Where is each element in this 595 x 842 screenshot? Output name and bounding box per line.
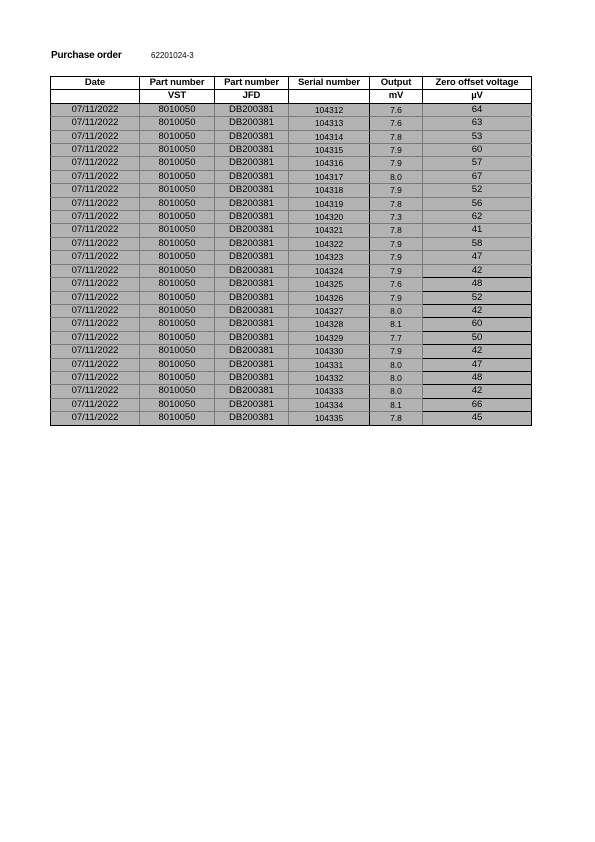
cell-date: 07/11/2022 bbox=[51, 211, 140, 224]
cell-part-number-jfd: DB200381 bbox=[215, 117, 289, 130]
cell-part-number-vst: 8010050 bbox=[140, 412, 215, 425]
header-output: Output bbox=[370, 77, 423, 90]
cell-serial-number: 104332 bbox=[289, 371, 370, 384]
subheader-output-unit: mV bbox=[370, 90, 423, 103]
cell-serial-number: 104322 bbox=[289, 237, 370, 250]
table-row bbox=[51, 278, 532, 291]
cell-serial-number: 104320 bbox=[289, 211, 370, 224]
cell-output: 7.6 bbox=[370, 117, 423, 130]
table-row bbox=[51, 237, 532, 250]
table-row bbox=[51, 184, 532, 197]
cell-date: 07/11/2022 bbox=[51, 278, 140, 291]
purchase-order-label: Purchase order bbox=[51, 50, 122, 61]
cell-date: 07/11/2022 bbox=[51, 144, 140, 157]
cell-date: 07/11/2022 bbox=[51, 197, 140, 210]
cell-zero-offset-voltage: 60 bbox=[423, 144, 532, 157]
cell-zero-offset-voltage: 63 bbox=[423, 117, 532, 130]
table-row bbox=[51, 331, 532, 344]
cell-part-number-vst: 8010050 bbox=[140, 157, 215, 170]
cell-part-number-vst: 8010050 bbox=[140, 345, 215, 358]
cell-serial-number: 104328 bbox=[289, 318, 370, 331]
table-row bbox=[51, 224, 532, 237]
table-row bbox=[51, 144, 532, 157]
cell-date: 07/11/2022 bbox=[51, 264, 140, 277]
cell-date: 07/11/2022 bbox=[51, 358, 140, 371]
cell-part-number-jfd: DB200381 bbox=[215, 371, 289, 384]
cell-serial-number: 104329 bbox=[289, 331, 370, 344]
cell-part-number-vst: 8010050 bbox=[140, 144, 215, 157]
cell-zero-offset-voltage: 57 bbox=[423, 157, 532, 170]
table-row bbox=[51, 371, 532, 384]
cell-output: 8.0 bbox=[370, 358, 423, 371]
cell-part-number-vst: 8010050 bbox=[140, 304, 215, 317]
cell-output: 8.0 bbox=[370, 371, 423, 384]
cell-output: 7.9 bbox=[370, 184, 423, 197]
cell-part-number-jfd: DB200381 bbox=[215, 197, 289, 210]
cell-date: 07/11/2022 bbox=[51, 318, 140, 331]
cell-date: 07/11/2022 bbox=[51, 130, 140, 143]
cell-output: 7.9 bbox=[370, 157, 423, 170]
cell-serial-number: 104312 bbox=[289, 103, 370, 116]
cell-zero-offset-voltage: 48 bbox=[423, 371, 532, 384]
cell-part-number-vst: 8010050 bbox=[140, 371, 215, 384]
cell-date: 07/11/2022 bbox=[51, 170, 140, 183]
cell-part-number-vst: 8010050 bbox=[140, 237, 215, 250]
cell-date: 07/11/2022 bbox=[51, 184, 140, 197]
cell-output: 8.1 bbox=[370, 318, 423, 331]
cell-part-number-vst: 8010050 bbox=[140, 398, 215, 411]
cell-serial-number: 104316 bbox=[289, 157, 370, 170]
cell-part-number-jfd: DB200381 bbox=[215, 184, 289, 197]
cell-date: 07/11/2022 bbox=[51, 224, 140, 237]
cell-part-number-jfd: DB200381 bbox=[215, 170, 289, 183]
cell-zero-offset-voltage: 42 bbox=[423, 385, 532, 398]
cell-output: 7.6 bbox=[370, 278, 423, 291]
table-row bbox=[51, 304, 532, 317]
cell-serial-number: 104315 bbox=[289, 144, 370, 157]
cell-part-number-vst: 8010050 bbox=[140, 318, 215, 331]
table-row bbox=[51, 358, 532, 371]
cell-part-number-jfd: DB200381 bbox=[215, 358, 289, 371]
cell-part-number-vst: 8010050 bbox=[140, 385, 215, 398]
table-row bbox=[51, 398, 532, 411]
cell-part-number-vst: 8010050 bbox=[140, 197, 215, 210]
cell-date: 07/11/2022 bbox=[51, 398, 140, 411]
cell-output: 7.8 bbox=[370, 197, 423, 210]
cell-part-number-jfd: DB200381 bbox=[215, 103, 289, 116]
purchase-order-number: 62201024-3 bbox=[151, 51, 194, 60]
cell-serial-number: 104327 bbox=[289, 304, 370, 317]
cell-part-number-jfd: DB200381 bbox=[215, 345, 289, 358]
cell-part-number-jfd: DB200381 bbox=[215, 264, 289, 277]
cell-part-number-jfd: DB200381 bbox=[215, 412, 289, 425]
cell-date: 07/11/2022 bbox=[51, 331, 140, 344]
table-row bbox=[51, 291, 532, 304]
table-row bbox=[51, 157, 532, 170]
cell-part-number-vst: 8010050 bbox=[140, 130, 215, 143]
table-row bbox=[51, 412, 532, 425]
cell-output: 7.9 bbox=[370, 237, 423, 250]
cell-zero-offset-voltage: 58 bbox=[423, 237, 532, 250]
cell-part-number-vst: 8010050 bbox=[140, 331, 215, 344]
cell-output: 7.8 bbox=[370, 224, 423, 237]
cell-zero-offset-voltage: 64 bbox=[423, 103, 532, 116]
purchase-order-line bbox=[51, 50, 194, 61]
cell-date: 07/11/2022 bbox=[51, 304, 140, 317]
header-date: Date bbox=[51, 77, 140, 90]
cell-output: 7.9 bbox=[370, 251, 423, 264]
cell-output: 8.0 bbox=[370, 170, 423, 183]
cell-serial-number: 104323 bbox=[289, 251, 370, 264]
cell-zero-offset-voltage: 47 bbox=[423, 358, 532, 371]
cell-serial-number: 104313 bbox=[289, 117, 370, 130]
measurement-table bbox=[50, 76, 532, 426]
header-serial-number: Serial number bbox=[289, 77, 370, 90]
cell-part-number-vst: 8010050 bbox=[140, 184, 215, 197]
cell-part-number-vst: 8010050 bbox=[140, 211, 215, 224]
cell-output: 7.7 bbox=[370, 331, 423, 344]
cell-serial-number: 104335 bbox=[289, 412, 370, 425]
cell-output: 7.3 bbox=[370, 211, 423, 224]
cell-zero-offset-voltage: 48 bbox=[423, 278, 532, 291]
cell-date: 07/11/2022 bbox=[51, 237, 140, 250]
cell-zero-offset-voltage: 45 bbox=[423, 412, 532, 425]
cell-zero-offset-voltage: 42 bbox=[423, 264, 532, 277]
cell-serial-number: 104326 bbox=[289, 291, 370, 304]
cell-part-number-jfd: DB200381 bbox=[215, 331, 289, 344]
subheader-vst: VST bbox=[140, 90, 215, 103]
cell-part-number-jfd: DB200381 bbox=[215, 237, 289, 250]
cell-date: 07/11/2022 bbox=[51, 345, 140, 358]
cell-zero-offset-voltage: 42 bbox=[423, 304, 532, 317]
cell-serial-number: 104330 bbox=[289, 345, 370, 358]
cell-part-number-jfd: DB200381 bbox=[215, 385, 289, 398]
cell-part-number-vst: 8010050 bbox=[140, 170, 215, 183]
cell-zero-offset-voltage: 47 bbox=[423, 251, 532, 264]
cell-serial-number: 104325 bbox=[289, 278, 370, 291]
table-header bbox=[51, 77, 532, 104]
cell-zero-offset-voltage: 41 bbox=[423, 224, 532, 237]
cell-zero-offset-voltage: 60 bbox=[423, 318, 532, 331]
cell-part-number-jfd: DB200381 bbox=[215, 224, 289, 237]
cell-part-number-vst: 8010050 bbox=[140, 278, 215, 291]
header-row bbox=[51, 77, 532, 90]
subheader-row bbox=[51, 90, 532, 103]
cell-serial-number: 104321 bbox=[289, 224, 370, 237]
table-row bbox=[51, 251, 532, 264]
table-row bbox=[51, 117, 532, 130]
cell-date: 07/11/2022 bbox=[51, 291, 140, 304]
cell-zero-offset-voltage: 52 bbox=[423, 184, 532, 197]
table-row bbox=[51, 103, 532, 116]
cell-part-number-jfd: DB200381 bbox=[215, 304, 289, 317]
cell-part-number-jfd: DB200381 bbox=[215, 398, 289, 411]
cell-date: 07/11/2022 bbox=[51, 103, 140, 116]
cell-output: 7.8 bbox=[370, 412, 423, 425]
cell-zero-offset-voltage: 52 bbox=[423, 291, 532, 304]
cell-serial-number: 104331 bbox=[289, 358, 370, 371]
cell-part-number-jfd: DB200381 bbox=[215, 278, 289, 291]
cell-serial-number: 104324 bbox=[289, 264, 370, 277]
cell-zero-offset-voltage: 67 bbox=[423, 170, 532, 183]
table-body bbox=[51, 103, 532, 425]
subheader-jfd: JFD bbox=[215, 90, 289, 103]
cell-date: 07/11/2022 bbox=[51, 251, 140, 264]
cell-date: 07/11/2022 bbox=[51, 412, 140, 425]
cell-serial-number: 104319 bbox=[289, 197, 370, 210]
cell-part-number-vst: 8010050 bbox=[140, 224, 215, 237]
cell-zero-offset-voltage: 50 bbox=[423, 331, 532, 344]
cell-output: 8.1 bbox=[370, 398, 423, 411]
subheader-zero-offset-unit: µV bbox=[423, 90, 532, 103]
cell-part-number-vst: 8010050 bbox=[140, 291, 215, 304]
cell-date: 07/11/2022 bbox=[51, 157, 140, 170]
cell-zero-offset-voltage: 56 bbox=[423, 197, 532, 210]
table-row bbox=[51, 264, 532, 277]
cell-output: 7.9 bbox=[370, 291, 423, 304]
table-row bbox=[51, 197, 532, 210]
table-row bbox=[51, 318, 532, 331]
cell-part-number-vst: 8010050 bbox=[140, 358, 215, 371]
cell-part-number-vst: 8010050 bbox=[140, 251, 215, 264]
subheader-serial bbox=[289, 90, 370, 103]
header-zero-offset-voltage: Zero offset voltage bbox=[423, 77, 532, 90]
cell-serial-number: 104318 bbox=[289, 184, 370, 197]
cell-part-number-vst: 8010050 bbox=[140, 117, 215, 130]
cell-date: 07/11/2022 bbox=[51, 117, 140, 130]
cell-date: 07/11/2022 bbox=[51, 371, 140, 384]
cell-part-number-jfd: DB200381 bbox=[215, 318, 289, 331]
cell-output: 7.6 bbox=[370, 103, 423, 116]
cell-part-number-vst: 8010050 bbox=[140, 264, 215, 277]
cell-zero-offset-voltage: 42 bbox=[423, 345, 532, 358]
header-part-number-vst: Part number bbox=[140, 77, 215, 90]
cell-zero-offset-voltage: 66 bbox=[423, 398, 532, 411]
cell-output: 7.9 bbox=[370, 144, 423, 157]
cell-part-number-vst: 8010050 bbox=[140, 103, 215, 116]
table-row bbox=[51, 130, 532, 143]
cell-part-number-jfd: DB200381 bbox=[215, 144, 289, 157]
cell-output: 7.9 bbox=[370, 264, 423, 277]
subheader-date bbox=[51, 90, 140, 103]
cell-date: 07/11/2022 bbox=[51, 385, 140, 398]
cell-output: 8.0 bbox=[370, 385, 423, 398]
cell-part-number-jfd: DB200381 bbox=[215, 291, 289, 304]
cell-serial-number: 104314 bbox=[289, 130, 370, 143]
cell-serial-number: 104334 bbox=[289, 398, 370, 411]
cell-part-number-jfd: DB200381 bbox=[215, 157, 289, 170]
cell-zero-offset-voltage: 62 bbox=[423, 211, 532, 224]
table-row bbox=[51, 345, 532, 358]
cell-zero-offset-voltage: 53 bbox=[423, 130, 532, 143]
table-row bbox=[51, 211, 532, 224]
cell-part-number-jfd: DB200381 bbox=[215, 251, 289, 264]
header-part-number-jfd: Part number bbox=[215, 77, 289, 90]
cell-output: 7.9 bbox=[370, 345, 423, 358]
cell-part-number-jfd: DB200381 bbox=[215, 211, 289, 224]
cell-output: 7.8 bbox=[370, 130, 423, 143]
table-row bbox=[51, 385, 532, 398]
cell-serial-number: 104333 bbox=[289, 385, 370, 398]
cell-part-number-jfd: DB200381 bbox=[215, 130, 289, 143]
cell-output: 8.0 bbox=[370, 304, 423, 317]
cell-serial-number: 104317 bbox=[289, 170, 370, 183]
table-row bbox=[51, 170, 532, 183]
